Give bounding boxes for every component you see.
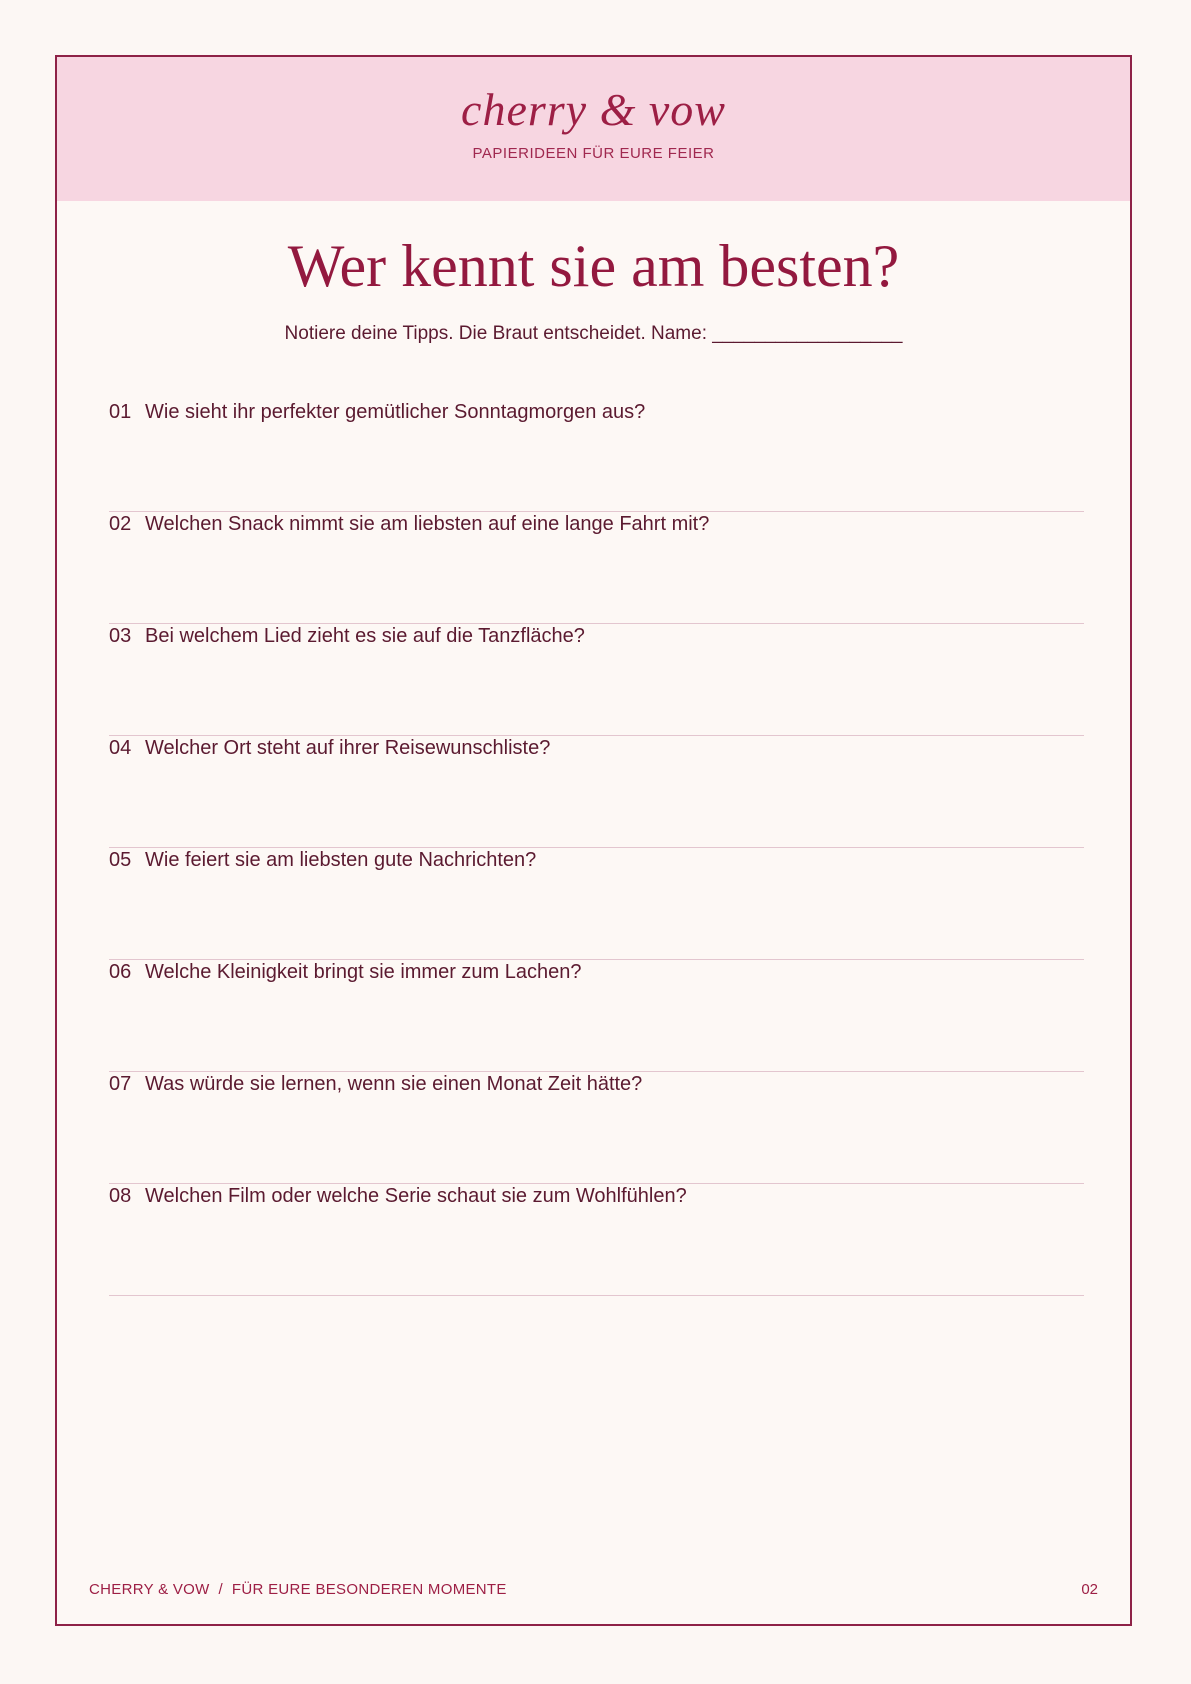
- question-list: [109, 401, 1084, 1297]
- quiz-card: [55, 55, 1132, 1626]
- question-text: Wie sieht ihr perfekter gemütlicher Sonntagmorgen aus?: [145, 401, 646, 423]
- question-item[interactable]: [109, 737, 1084, 848]
- question-text: Was würde sie lernen, wenn sie einen Monat Zeit hätte?: [145, 1073, 643, 1095]
- question-number: 02: [109, 513, 132, 535]
- question-item[interactable]: [109, 513, 1084, 624]
- question-text: Bei welchem Lied zieht es sie auf die Tanzfläche?: [145, 625, 585, 647]
- question-text: Welcher Ort steht auf ihrer Reisewunschliste?: [145, 737, 551, 759]
- instructions: Notiere deine Tipps. Die Braut entscheidet. Name: __________________: [284, 323, 903, 344]
- header-banner: [57, 57, 1130, 201]
- question-text: Wie feiert sie am liebsten gute Nachrichten?: [145, 849, 537, 871]
- question-item[interactable]: [109, 625, 1084, 736]
- brand-tagline: PAPIERIDEEN FÜR EURE FEIER: [472, 145, 715, 162]
- question-number: 07: [109, 1073, 132, 1095]
- question-item[interactable]: [109, 1073, 1084, 1184]
- question-number: 05: [109, 849, 132, 871]
- question-text: Welchen Film oder welche Serie schaut sie zum Wohlfühlen?: [145, 1185, 687, 1207]
- brand-logo: cherry & vow: [461, 84, 726, 135]
- question-number: 08: [109, 1185, 132, 1207]
- question-number: 04: [109, 737, 132, 759]
- question-item[interactable]: [109, 401, 1084, 512]
- question-number: 03: [109, 625, 132, 647]
- question-item[interactable]: [109, 849, 1084, 960]
- page-title: Wer kennt sie am besten?: [287, 233, 900, 299]
- question-text: Welche Kleinigkeit bringt sie immer zum Lachen?: [145, 961, 582, 983]
- question-text: Welchen Snack nimmt sie am liebsten auf eine lange Fahrt mit?: [145, 513, 710, 535]
- page-number: 02: [1081, 1581, 1098, 1598]
- footer-text: CHERRY & VOW / FÜR EURE BESONDEREN MOMENTE: [89, 1581, 507, 1598]
- question-number: 01: [109, 401, 132, 423]
- question-item[interactable]: [109, 1185, 1084, 1296]
- question-number: 06: [109, 961, 132, 983]
- question-item[interactable]: [109, 961, 1084, 1072]
